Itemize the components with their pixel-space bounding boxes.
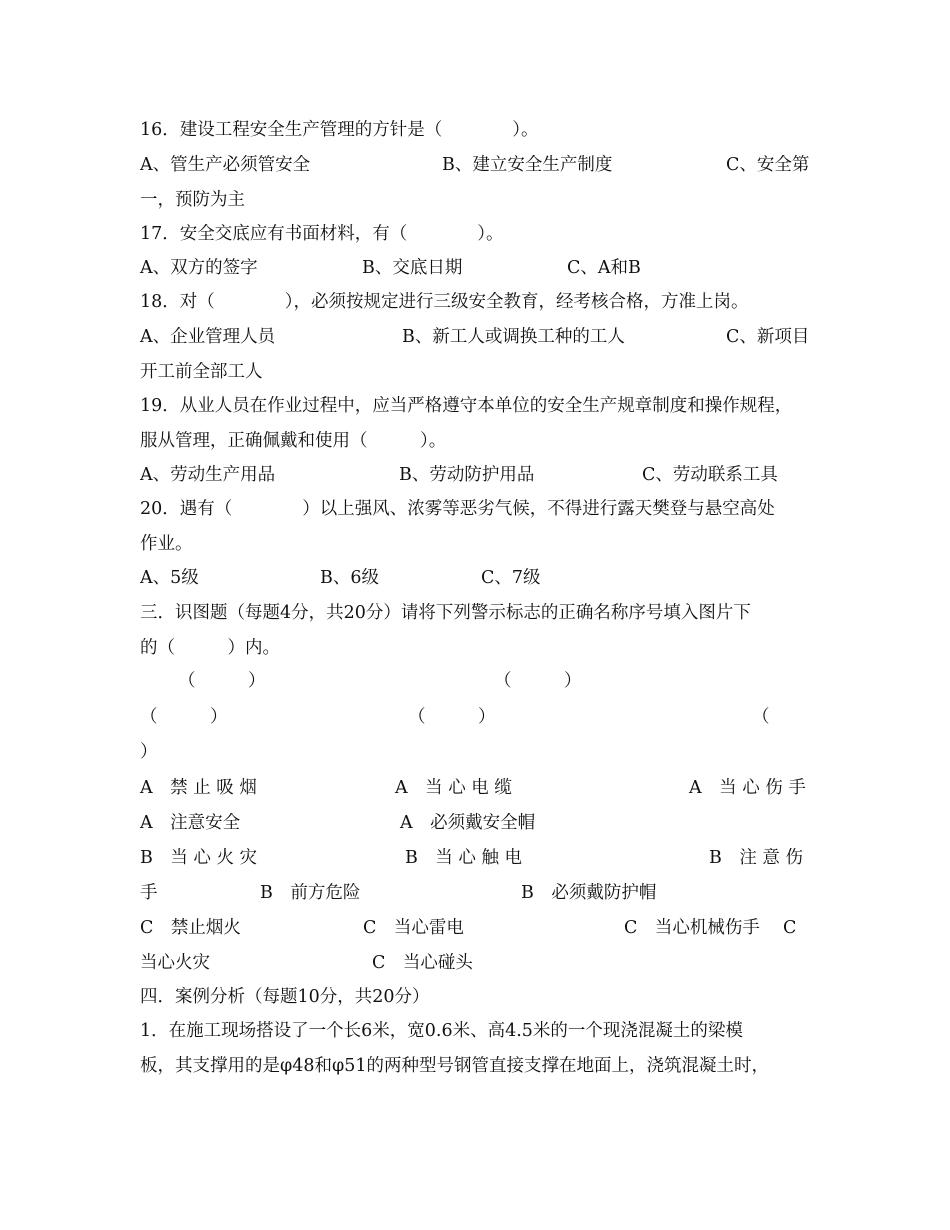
sign-option: A 必须戴安全帽 — [400, 813, 536, 833]
option-c: C、7级 — [481, 568, 541, 588]
section-3-heading-line1: 三．识图题（每题4分，共20分）请将下列警示标志的正确名称序号填入图片下 — [140, 603, 751, 623]
option-a: A、劳动生产用品 — [140, 465, 276, 485]
question-18-options — [0, 320, 810, 354]
answer-blank: （ ） — [494, 671, 582, 691]
answer-blank: （ ） — [140, 707, 228, 727]
sign-options-row5 — [0, 911, 797, 945]
question-19-options — [0, 458, 778, 492]
question-19-cont — [0, 424, 447, 458]
question-17-options — [0, 251, 641, 285]
sign-options-row1 — [0, 771, 806, 805]
section-4-title: 四．案例分析（每题10分，共20分） — [140, 987, 430, 1007]
sign-options-row2 — [0, 806, 536, 840]
sign-option: B 当 心 火 灾 — [140, 848, 258, 868]
question-19 — [0, 389, 793, 423]
case-1-line1: 1．在施工现场搭设了一个长6米，宽0.6米、高4.5米的一个现浇混凝土的梁模 — [140, 1021, 743, 1041]
answer-blanks-row1 — [0, 664, 582, 698]
section-3-heading-cont — [0, 631, 280, 665]
answer-blank-close: ） — [140, 742, 158, 762]
sign-option: A 当 心 伤 手 — [689, 778, 806, 798]
sign-option: A 注意安全 — [140, 813, 241, 833]
sign-options-row4 — [0, 876, 657, 910]
sign-option: A 当 心 电 缆 — [395, 778, 512, 798]
question-20 — [0, 492, 775, 526]
sign-option-continued: 手 — [140, 883, 158, 903]
sign-option: B 当 心 触 电 — [405, 848, 523, 868]
option-a: A、企业管理人员 — [140, 327, 276, 347]
question-20-stem-line2: 作业。 — [140, 534, 193, 554]
question-19-stem-line1: 19．从业人员在作业过程中，应当严格遵守本单位的安全生产规章制度和操作规程， — [140, 396, 793, 416]
option-c: C、新项目 — [726, 327, 810, 347]
sign-option: C 禁止烟火 — [140, 918, 241, 938]
sign-option: B 必须戴防护帽 — [521, 883, 657, 903]
sign-option: A 禁 止 吸 烟 — [140, 778, 257, 798]
option-c: C、A和B — [567, 258, 641, 278]
question-18 — [0, 285, 749, 319]
answer-blank: （ ） — [178, 671, 266, 691]
question-18-stem: 18．对（ ），必须按规定进行三级安全教育，经考核合格，方准上岗。 — [140, 292, 749, 312]
case-1-cont — [0, 1049, 770, 1083]
sign-options-row3 — [0, 841, 803, 875]
sign-option: B 注 意 伤 — [709, 848, 803, 868]
option-a: A、5级 — [140, 568, 199, 588]
case-1-line2: 板，其支撑用的是φ48和φ51的两种型号钢管直接支撑在地面上，浇筑混凝土时， — [140, 1056, 770, 1076]
question-20-cont — [0, 527, 193, 561]
question-20-stem-line1: 20．遇有（ ）以上强风、浓雾等恶劣气候，不得进行露天樊登与悬空高处 — [140, 499, 775, 519]
option-b: B、6级 — [320, 568, 379, 588]
answer-blank: （ ） — [408, 707, 496, 727]
section-3-heading-line2: 的（ ）内。 — [140, 638, 280, 658]
option-b: B、新工人或调换工种的工人 — [402, 327, 625, 347]
question-16-stem: 16．建设工程安全生产管理的方针是（ ）。 — [140, 120, 539, 140]
sign-options-row6 — [0, 946, 473, 980]
sign-option: C 当心碰头 — [372, 953, 473, 973]
answer-blank-open: （ — [752, 707, 770, 727]
option-b: B、劳动防护用品 — [399, 465, 535, 485]
sign-option: B 前方危险 — [260, 883, 361, 903]
option-b: B、交底日期 — [362, 258, 463, 278]
question-16 — [0, 113, 539, 147]
question-17-stem: 17．安全交底应有书面材料，有（ ）。 — [140, 224, 504, 244]
option-b: B、建立安全生产制度 — [442, 155, 613, 175]
answer-blanks-row3 — [0, 735, 158, 769]
option-a: A、双方的签字 — [140, 258, 258, 278]
option-a: A、管生产必须管安全 — [140, 155, 311, 175]
case-1 — [0, 1014, 743, 1048]
sign-option-continued: 当心火灾 — [140, 953, 210, 973]
option-c: C、劳动联系工具 — [642, 465, 778, 485]
sign-option: C 当心雷电 — [363, 918, 464, 938]
answer-blanks-row2 — [0, 700, 770, 734]
question-16-options-cont — [0, 183, 245, 217]
section-4-heading — [0, 980, 430, 1014]
question-19-stem-line2: 服从管理，正确佩戴和使用（ ）。 — [140, 431, 447, 451]
option-c: C、安全第 — [726, 155, 810, 175]
option-c-continued: 一，预防为主 — [140, 190, 245, 210]
section-3-heading — [0, 596, 751, 630]
question-18-options-cont — [0, 355, 263, 389]
sign-option-label: C — [783, 918, 797, 938]
question-20-options — [0, 561, 541, 595]
question-17 — [0, 217, 504, 251]
sign-option: C 当心机械伤手 — [624, 918, 760, 938]
question-16-options — [0, 148, 810, 182]
option-c-continued: 开工前全部工人 — [140, 362, 263, 382]
